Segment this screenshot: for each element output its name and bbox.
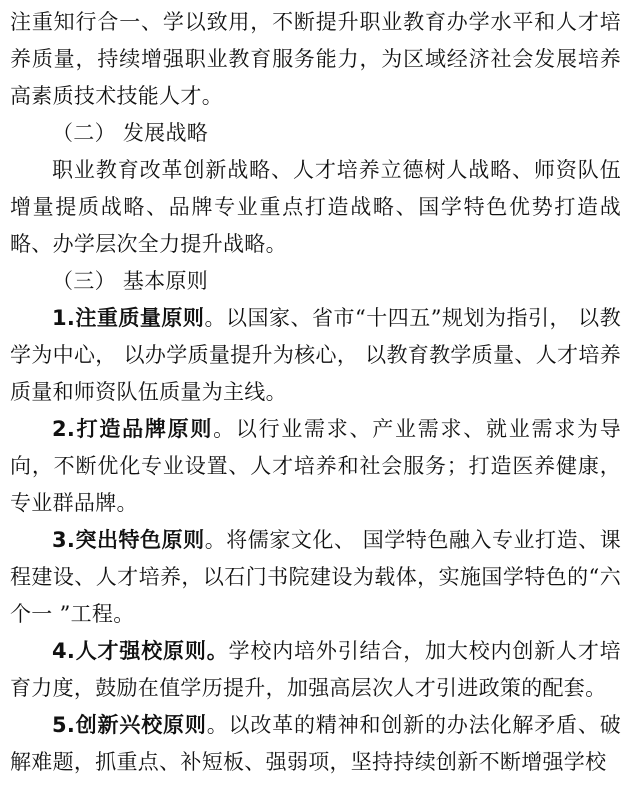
principle-text-4: 学校内培外引结合，加大校内创新人才培育力度，鼓励在值学历提升，加强高层次人才引进政策的配套。 [10, 639, 621, 700]
principle-title-1: 1.注重质量原则 [52, 306, 205, 330]
strategy-paragraph: 职业教育改革创新战略、人才培养立德树人战略、师资队伍增量提质战略、品牌专业重点打造战略、国学特色优势打造战略、办学层次全力提升战略。 [10, 158, 621, 256]
principle-paragraph-1 [10, 300, 621, 411]
section-heading-principles: （三） 基本原则 [52, 269, 209, 293]
principle-paragraph-3 [10, 522, 621, 633]
intro-paragraph: 注重知行合一、学以致用，不断提升职业教育办学水平和人才培养质量，持续增强职业教育服务能力，为区域经济社会发展培养高素质技术技能人才。 [10, 10, 621, 108]
section-heading-strategy: （二） 发展战略 [52, 121, 209, 145]
principle-title-4: 4.人才强校原则。 [52, 639, 229, 663]
principle-title-2: 2.打造品牌原则 [52, 417, 214, 441]
principle-title-5: 5.创新兴校原则 [52, 713, 207, 737]
principle-title-3: 3.突出特色原则 [52, 528, 205, 552]
principle-text-5: 。以改革的精神和创新的办法化解矛盾、破解难题，抓重点、补短板、强弱项，坚持持续创新不断增强学校 [10, 713, 621, 774]
principle-paragraph-5 [10, 707, 621, 781]
principle-paragraph-2 [10, 411, 621, 522]
principle-text-3: 。将儒家文化、 国学特色融入专业打造、课程建设、人才培养，以石门书院建设为载体，实施国学特色的“六个一 ”工程。 [10, 528, 621, 626]
principle-text-2: 。以行业需求、产业需求、就业需求为导向，不断优化专业设置、人才培养和社会服务；打造医养健康，专业群品牌。 [10, 417, 621, 515]
principle-paragraph-4 [10, 633, 621, 707]
principle-text-1: 。以国家、省市“十四五”规划为指引， 以教学为中心， 以办学质量提升为核心， 以教育教学质量、人才培养质量和师资队伍质量为主线。 [10, 306, 621, 404]
